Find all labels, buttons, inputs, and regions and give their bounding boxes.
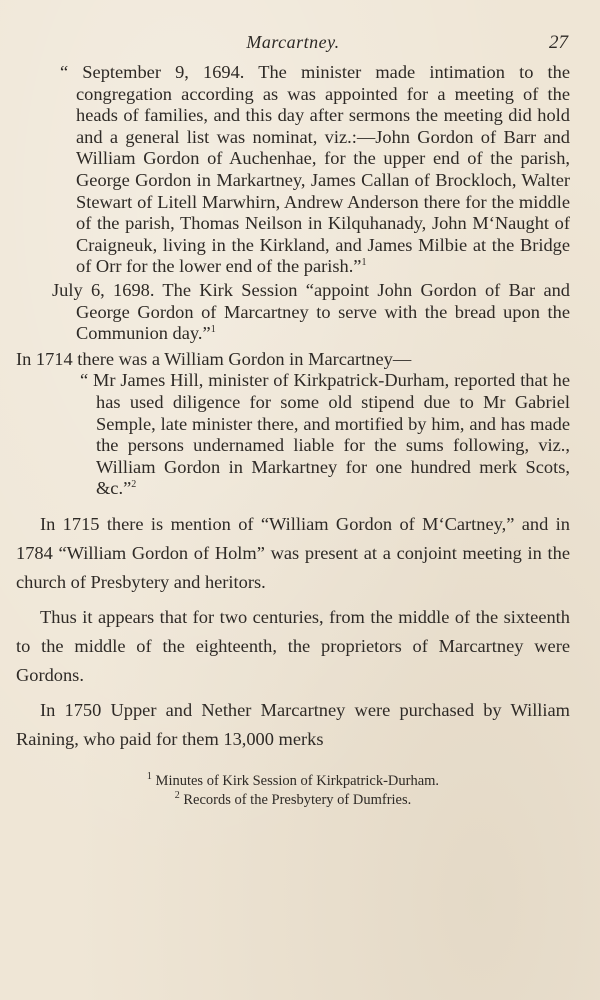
footnote-marker: 2 xyxy=(174,790,180,802)
footnote-text: Records of the Presbytery of Dumfries. xyxy=(183,791,412,808)
footnote-1 xyxy=(16,772,570,791)
quote-paragraph-hill xyxy=(80,370,570,500)
running-title: Marcartney. xyxy=(246,32,340,52)
quote-text: “ September 9, 1694. The minister made intimation to the congregation according as was appointed for a meeting of the heads of families, and this day after sermons the meeting did hold and a general list was nominat, viz.:—John Gordon of Barr and William Gordon of Auchenhae, for the upper end of the parish, George Gordon in Markartney, James Callan of Brockloch, Walter Stewart of Litell Marwhirn, Andrew Anderson there for the middle of the parish, Thomas Neilson in Kilquhanady, John M‘Naught of Craigneuk, living in the Kirkland, and James Milbie at the Bridge of Orr for the lower end of the parish.” xyxy=(60,62,570,277)
body-paragraph-1715: In 1715 there is mention of “William Gordon of M‘Cartney,” and in 1784 “William Gordon of Holm” was present at a conjoint meeting in the church of Presbytery and heritors. xyxy=(16,513,570,592)
footnote-2 xyxy=(16,791,570,810)
footnote-reference: 1 xyxy=(210,324,216,335)
quote-text: July 6, 1698. The Kirk Session “appoint John Gordon of Bar and George Gordon of Marcartney to serve with the bread upon the Communion day.” xyxy=(52,279,570,344)
quote-text: “ Mr James Hill, minister of Kirkpatrick-Durham, reported that he has used diligence for some old stipend due to Mr Gabriel Semple, late minister there, and mortified by him, and has made the persons undernamed liable for the sums following, viz., William Gordon in Markartney for one hundred merk Scots, &c.” xyxy=(80,370,570,499)
page-number: 27 xyxy=(549,32,568,53)
running-head xyxy=(16,28,570,62)
quote-paragraph-1698 xyxy=(52,279,570,345)
footnote-reference: 2 xyxy=(131,479,137,491)
quote-paragraph-1694 xyxy=(60,62,570,278)
body-paragraph-two-centuries: Thus it appears that for two centuries, from the middle of the sixteenth to the middle of the eighteenth, the proprietors of Marcartney were Gordons. xyxy=(16,606,570,685)
footnote-text: Minutes of Kirk Session of Kirkpatrick-Durham. xyxy=(155,772,440,789)
footnote-reference: 1 xyxy=(361,257,367,269)
intro-line-1714 xyxy=(16,349,570,371)
footnote-marker: 1 xyxy=(146,771,152,783)
intro-text: In 1714 there was a William Gordon in Marcartney— xyxy=(16,348,412,369)
body-paragraph-1750: In 1750 Upper and Nether Marcartney were purchased by William Raining, who paid for them 13,000 merks xyxy=(16,699,570,749)
footnotes xyxy=(16,772,570,810)
